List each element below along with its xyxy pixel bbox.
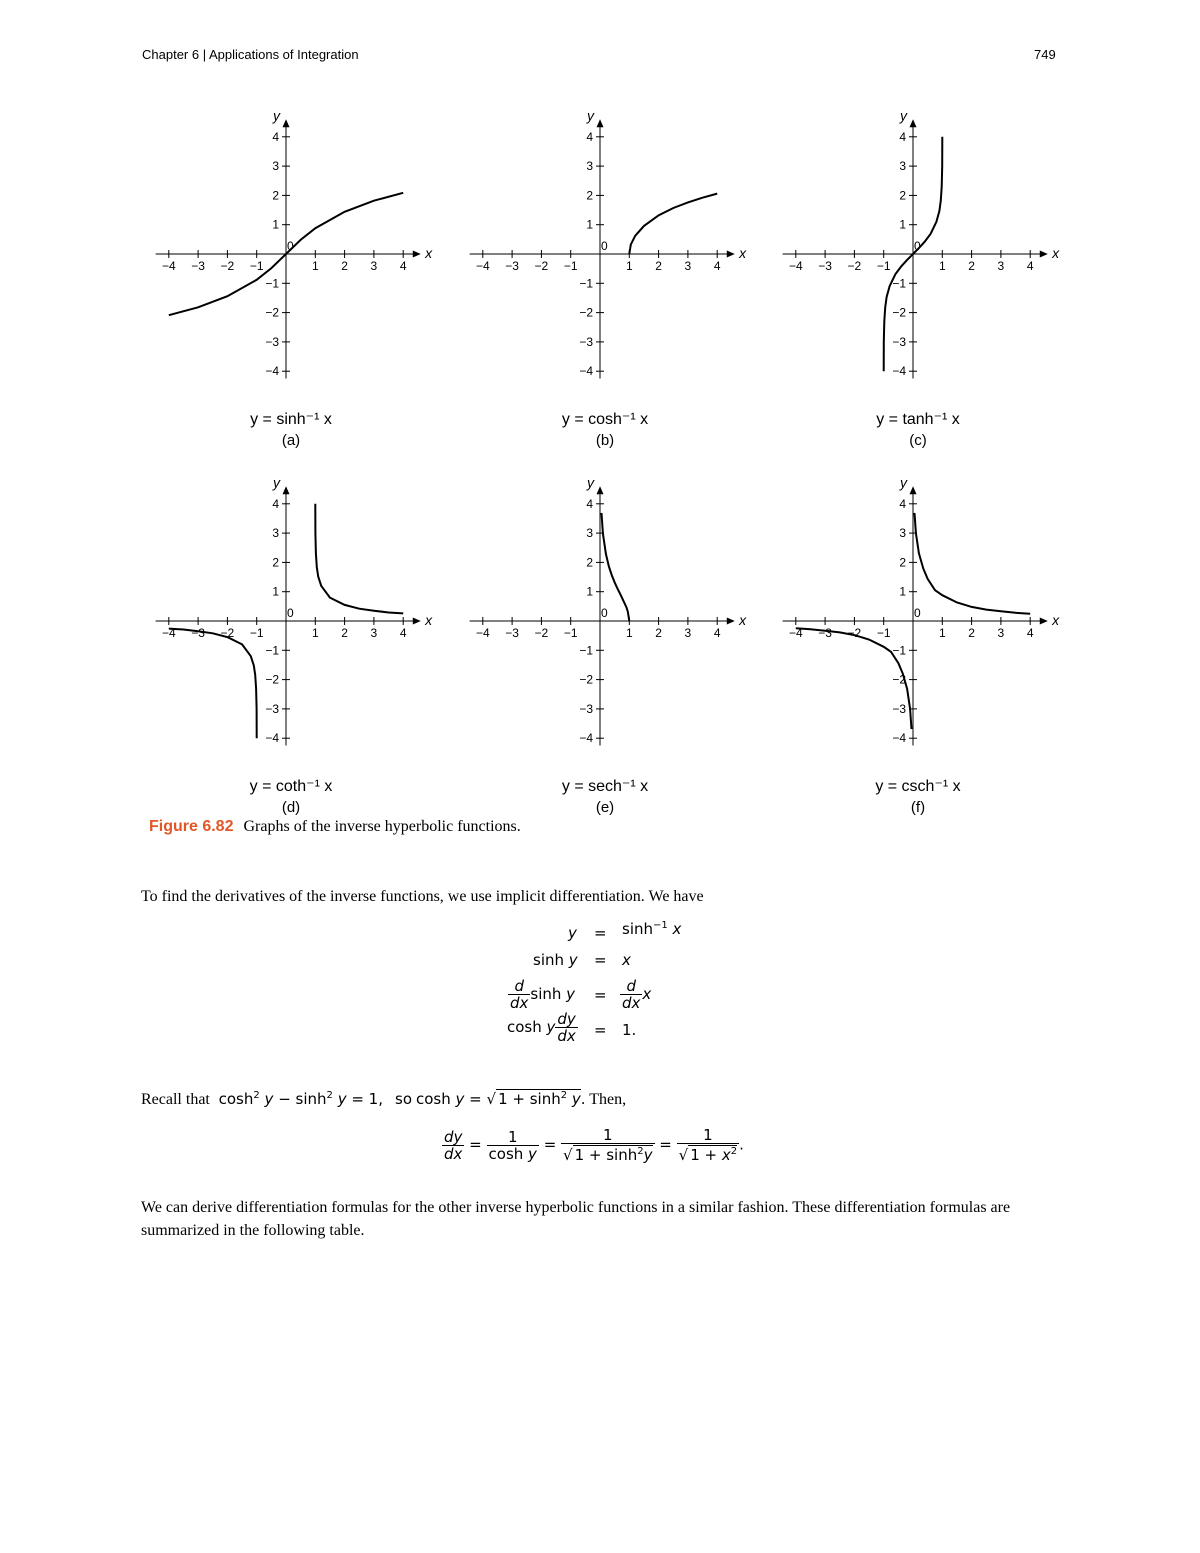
y-tick-label: −3 xyxy=(265,334,279,349)
x-tick-label: 1 xyxy=(311,626,319,640)
y-tick-label: −2 xyxy=(265,305,279,320)
x-tick-label: −1 xyxy=(563,259,578,273)
y-tick-label: 4 xyxy=(899,129,906,144)
cosh-sqrt-math: cosh y = √ $1 + \sinh^2 y$. xyxy=(416,1090,586,1108)
y-tick-label: −1 xyxy=(892,643,906,658)
intro-paragraph: To find the derivatives of the inverse functions, we use implicit differentiation. We have xyxy=(141,888,704,905)
y-axis-arrow xyxy=(283,486,290,494)
x-tick-label: −3 xyxy=(505,626,519,640)
y-tick-label: −4 xyxy=(579,364,593,379)
y-tick-label: 3 xyxy=(899,526,906,541)
y-tick-label: 1 xyxy=(899,584,906,599)
y-tick-label: 4 xyxy=(586,496,593,511)
x-tick-label: −1 xyxy=(563,626,578,640)
y-tick-label: −2 xyxy=(892,305,906,320)
x-tick-label: −4 xyxy=(788,626,803,640)
x-tick-label: 0 xyxy=(914,606,921,620)
x-tick-label: −4 xyxy=(788,259,803,273)
y-tick-label: −1 xyxy=(265,643,279,658)
x-axis-label: x xyxy=(739,612,747,628)
y-tick-label: 2 xyxy=(272,188,279,203)
y-tick-label: 3 xyxy=(272,159,279,174)
y-tick-label: 4 xyxy=(272,496,279,511)
x-tick-label: 1 xyxy=(938,626,946,640)
eq3-lhs: $\frac{d}{dx}$ sinh y xyxy=(510,977,576,1012)
x-axis-arrow xyxy=(1040,618,1048,625)
subfigure-label: (f) xyxy=(910,799,926,816)
y-tick-label: 4 xyxy=(272,129,279,144)
x-tick-label: 4 xyxy=(713,626,721,640)
function-label: y = sech⁻¹ x xyxy=(561,778,649,795)
y-tick-label: 1 xyxy=(586,584,593,599)
function-label: y = coth⁻¹ x xyxy=(249,778,333,795)
function-curve xyxy=(315,504,403,614)
y-tick-label: 1 xyxy=(272,217,279,232)
x-tick-label: 4 xyxy=(1026,259,1034,273)
y-tick-label: 2 xyxy=(586,555,593,570)
x-tick-label: 2 xyxy=(968,626,975,640)
x-tick-label: 0 xyxy=(287,239,294,253)
function-curve xyxy=(629,194,717,254)
x-tick-label: −4 xyxy=(161,626,176,640)
x-tick-label: −1 xyxy=(876,626,891,640)
y-axis-label: y xyxy=(587,474,594,491)
x-tick-label: −3 xyxy=(818,259,832,273)
x-tick-label: −1 xyxy=(249,626,264,640)
x-tick-label: −4 xyxy=(475,626,490,640)
x-tick-label: 2 xyxy=(655,626,662,640)
x-tick-label: 1 xyxy=(311,259,319,273)
subfigure-label: (d) xyxy=(281,799,301,816)
x-tick-label: 3 xyxy=(997,259,1005,273)
y-axis-arrow xyxy=(597,119,604,127)
y-tick-label: −3 xyxy=(892,701,906,716)
x-tick-label: −2 xyxy=(534,626,549,640)
y-tick-label: 4 xyxy=(586,129,593,144)
eq1-lhs: y xyxy=(568,924,577,942)
function-curve xyxy=(915,513,1031,614)
y-tick-label: −1 xyxy=(579,643,593,658)
recall-label: Recall that xyxy=(141,1091,210,1108)
x-tick-label: 1 xyxy=(625,626,633,640)
figure-caption-text: Graphs of the inverse hyperbolic functions. xyxy=(243,818,521,835)
x-tick-label: −2 xyxy=(220,626,235,640)
x-tick-label: 1 xyxy=(625,259,633,273)
y-axis-label: y xyxy=(273,107,280,124)
subfigure-label: (a) xyxy=(281,432,301,449)
subfigure-label: (b) xyxy=(595,432,615,449)
then-label: Then, xyxy=(589,1091,627,1108)
eq1-equals: = xyxy=(594,924,607,942)
x-tick-label: 3 xyxy=(684,626,692,640)
eq3-equals: = xyxy=(594,986,607,1004)
y-tick-label: −4 xyxy=(892,731,906,746)
page-number: 749 xyxy=(1034,47,1056,62)
y-axis-label: y xyxy=(900,107,907,124)
y-axis-arrow xyxy=(597,486,604,494)
figure-caption xyxy=(149,818,521,836)
y-tick-label: −2 xyxy=(265,672,279,687)
chapter-header: Chapter 6 | Applications of Integration xyxy=(142,47,359,62)
eq4-equals: = xyxy=(594,1021,607,1039)
x-tick-label: −3 xyxy=(818,626,832,640)
y-tick-label: −1 xyxy=(265,276,279,291)
derivative-result-equation: $\frac{dy}{dx}$ = $\frac{1}{\text{cosh y}}$ = $\frac{1}{√ 1 + \sinh^2y}$ = $\frac{1}{√ 1 + x^2}$ . xyxy=(444,1126,744,1164)
y-tick-label: 3 xyxy=(272,526,279,541)
x-tick-label: 3 xyxy=(370,626,378,640)
x-tick-label: 0 xyxy=(601,239,608,253)
y-axis-label: y xyxy=(900,474,907,491)
x-tick-label: −4 xyxy=(161,259,176,273)
figure-number: Figure 6.82 xyxy=(149,818,234,835)
eq2-rhs: x xyxy=(622,951,631,969)
x-axis-label: x xyxy=(425,612,433,628)
x-tick-label: 0 xyxy=(914,239,921,253)
function-curve xyxy=(602,513,630,621)
y-tick-label: 3 xyxy=(586,526,593,541)
x-axis-arrow xyxy=(727,251,735,258)
x-tick-label: 4 xyxy=(399,259,407,273)
y-tick-label: 2 xyxy=(272,555,279,570)
y-tick-label: 1 xyxy=(586,217,593,232)
function-label: y = sinh⁻¹ x xyxy=(250,411,332,428)
x-tick-label: −1 xyxy=(249,259,264,273)
y-axis-label: y xyxy=(587,107,594,124)
y-tick-label: −4 xyxy=(265,364,279,379)
x-tick-label: 2 xyxy=(968,259,975,273)
y-axis-arrow xyxy=(283,119,290,127)
x-tick-label: −2 xyxy=(220,259,235,273)
subfigure-label: (c) xyxy=(909,432,927,449)
x-tick-label: −2 xyxy=(847,626,862,640)
y-tick-label: 2 xyxy=(586,188,593,203)
x-tick-label: −3 xyxy=(191,259,205,273)
x-axis-label: x xyxy=(739,245,747,261)
x-tick-label: 4 xyxy=(399,626,407,640)
x-tick-label: −3 xyxy=(191,626,205,640)
y-tick-label: 1 xyxy=(272,584,279,599)
x-tick-label: 4 xyxy=(713,259,721,273)
recall-paragraph xyxy=(141,1084,1061,1111)
y-tick-label: −2 xyxy=(579,672,593,687)
x-tick-label: 0 xyxy=(287,606,294,620)
y-tick-label: −3 xyxy=(579,701,593,716)
eq1-rhs: $\sinh^{-1} x$ xyxy=(622,920,682,938)
x-axis-label: x xyxy=(1052,245,1060,261)
eq4-rhs: 1. xyxy=(622,1021,637,1039)
y-tick-label: 3 xyxy=(586,159,593,174)
eq2-equals: = xyxy=(594,951,607,969)
x-tick-label: −3 xyxy=(505,259,519,273)
x-tick-label: 2 xyxy=(341,626,348,640)
so-label: so xyxy=(395,1090,412,1108)
y-tick-label: −4 xyxy=(892,364,906,379)
x-axis-label: x xyxy=(1052,612,1060,628)
x-tick-label: 2 xyxy=(341,259,348,273)
y-tick-label: −4 xyxy=(579,731,593,746)
eq2-lhs: sinh y xyxy=(533,951,578,969)
function-label: y = csch⁻¹ x xyxy=(875,778,961,795)
x-tick-label: −2 xyxy=(847,259,862,273)
x-tick-label: −2 xyxy=(534,259,549,273)
x-tick-label: −4 xyxy=(475,259,490,273)
y-tick-label: −3 xyxy=(265,701,279,716)
y-tick-label: 4 xyxy=(899,496,906,511)
function-label: y = cosh⁻¹ x xyxy=(561,411,649,428)
x-axis-arrow xyxy=(413,618,421,625)
x-axis-label: x xyxy=(425,245,433,261)
x-tick-label: 4 xyxy=(1026,626,1034,640)
y-tick-label: −2 xyxy=(579,305,593,320)
closing-paragraph: We can derive differentiation formulas for the other inverse hyperbolic functions in a similar fashion. These differentiation formulas are summarized in the following table. xyxy=(141,1199,1011,1239)
eq3-rhs: $\frac{d}{dx}$ x xyxy=(622,977,652,1012)
y-tick-label: −3 xyxy=(892,334,906,349)
x-tick-label: 3 xyxy=(684,259,692,273)
y-axis-arrow xyxy=(910,119,917,127)
function-curve xyxy=(169,629,257,739)
y-tick-label: −3 xyxy=(579,334,593,349)
x-axis-arrow xyxy=(1040,251,1048,258)
x-axis-arrow xyxy=(413,251,421,258)
identity-math: $\cosh^2 y - \sinh^2 y = 1$, xyxy=(213,1090,383,1108)
x-tick-label: 3 xyxy=(370,259,378,273)
y-tick-label: 1 xyxy=(899,217,906,232)
subfigure-label: (e) xyxy=(595,799,615,816)
x-tick-label: 3 xyxy=(997,626,1005,640)
y-tick-label: −2 xyxy=(892,672,906,687)
x-tick-label: −1 xyxy=(876,259,891,273)
y-tick-label: −1 xyxy=(892,276,906,291)
y-tick-label: 3 xyxy=(899,159,906,174)
y-tick-label: −4 xyxy=(265,731,279,746)
y-axis-label: y xyxy=(273,474,280,491)
y-tick-label: 2 xyxy=(899,188,906,203)
x-tick-label: 1 xyxy=(938,259,946,273)
eq4-lhs: cosh y $\frac{dy}{dx}$ xyxy=(507,1010,576,1045)
x-axis-arrow xyxy=(727,618,735,625)
x-tick-label: 0 xyxy=(601,606,608,620)
x-tick-label: 2 xyxy=(655,259,662,273)
y-axis-arrow xyxy=(910,486,917,494)
function-label: y = tanh⁻¹ x xyxy=(876,411,960,428)
y-tick-label: −1 xyxy=(579,276,593,291)
y-tick-label: 2 xyxy=(899,555,906,570)
